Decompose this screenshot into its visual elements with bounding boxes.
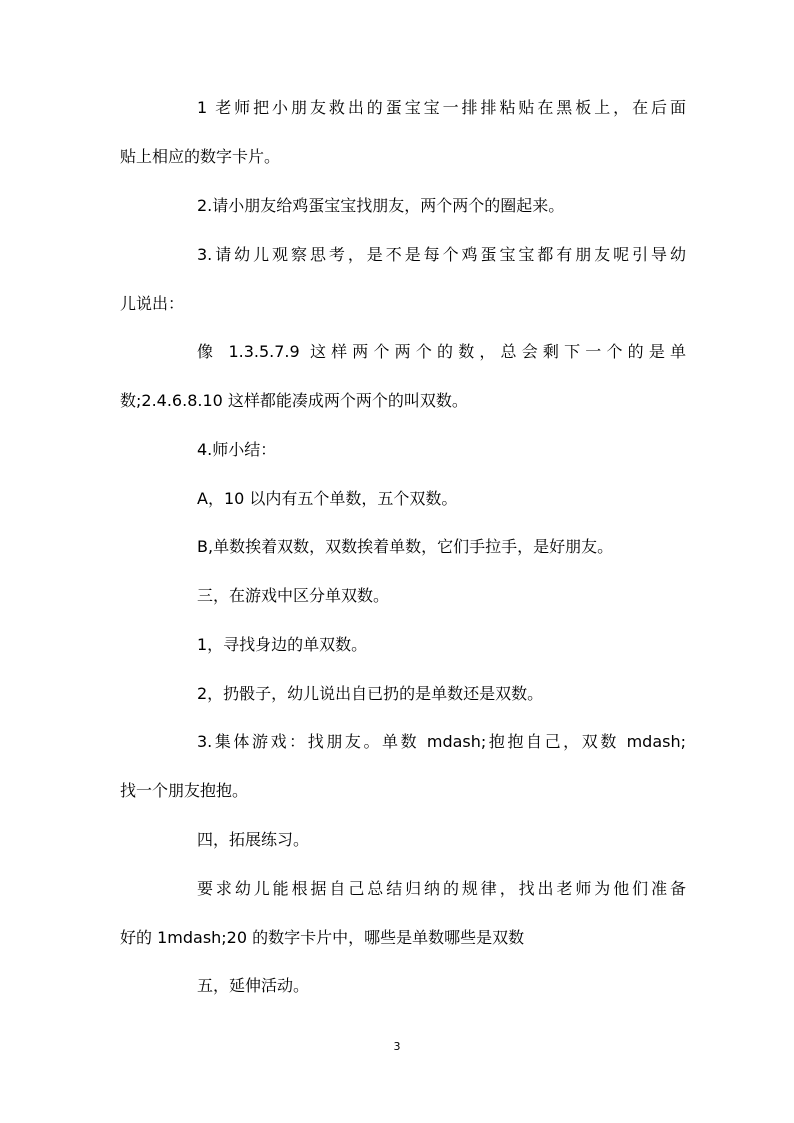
- paragraph-line: 儿说出：: [120, 294, 185, 313]
- paragraph-6: [120, 474, 686, 523]
- paragraph-8: [120, 571, 686, 620]
- paragraph-11: [120, 717, 686, 815]
- paragraph-line: A，10 以内有五个单数，五个双数。: [197, 489, 458, 508]
- paragraph-line: 数;2.4.6.8.10 这样都能凑成两个两个的叫双数。: [120, 391, 468, 410]
- page-number: 3: [393, 1040, 401, 1053]
- paragraph-line: 2.请小朋友给鸡蛋宝宝找朋友，两个两个的圈起来。: [197, 196, 565, 215]
- paragraph-5: [120, 425, 686, 474]
- paragraph-7: [120, 522, 686, 571]
- paragraph-line: 3.集体游戏：找朋友。单数 mdash;抱抱自己，双数 mdash;: [197, 732, 686, 751]
- paragraph-4: [120, 327, 686, 425]
- paragraph-2: [120, 181, 686, 230]
- paragraph-line: 1，寻找身边的单双数。: [197, 635, 368, 654]
- paragraph-line: 像 1.3.5.7.9 这样两个两个的数，总会剩下一个的是单: [197, 342, 686, 361]
- paragraph-line: 三，在游戏中区分单双数。: [197, 586, 390, 605]
- paragraph-line: 找一个朋友抱抱。: [120, 781, 249, 800]
- paragraph-line: 2，扔骰子，幼儿说出自已扔的是单数还是双数。: [197, 684, 544, 703]
- paragraph-line: 4.师小结：: [197, 440, 277, 459]
- paragraph-3: [120, 230, 686, 328]
- paragraph-line: 贴上相应的数字卡片。: [120, 147, 281, 166]
- paragraph-line: 要求幼儿能根据自己总结归纳的规律，找出老师为他们准备: [197, 879, 686, 898]
- paragraph-1: [120, 83, 686, 181]
- paragraph-line: 3.请幼儿观察思考，是不是每个鸡蛋宝宝都有朋友呢引导幼: [197, 245, 686, 264]
- paragraph-10: [120, 669, 686, 718]
- paragraph-line: 好的 1mdash;20 的数字卡片中，哪些是单数哪些是双数: [120, 928, 525, 947]
- paragraph-line: B,单数挨着双数，双数挨着单数，它们手拉手，是好朋友。: [197, 537, 614, 556]
- paragraph-12: [120, 815, 686, 864]
- paragraph-line: 五，延伸活动。: [197, 976, 310, 995]
- paragraph-9: [120, 620, 686, 669]
- paragraph-13: [120, 864, 686, 962]
- paragraph-line: 四，拓展练习。: [197, 830, 310, 849]
- paragraph-line: 1 老师把小朋友救出的蛋宝宝一排排粘贴在黑板上，在后面: [197, 98, 686, 117]
- paragraph-14: [120, 961, 686, 1010]
